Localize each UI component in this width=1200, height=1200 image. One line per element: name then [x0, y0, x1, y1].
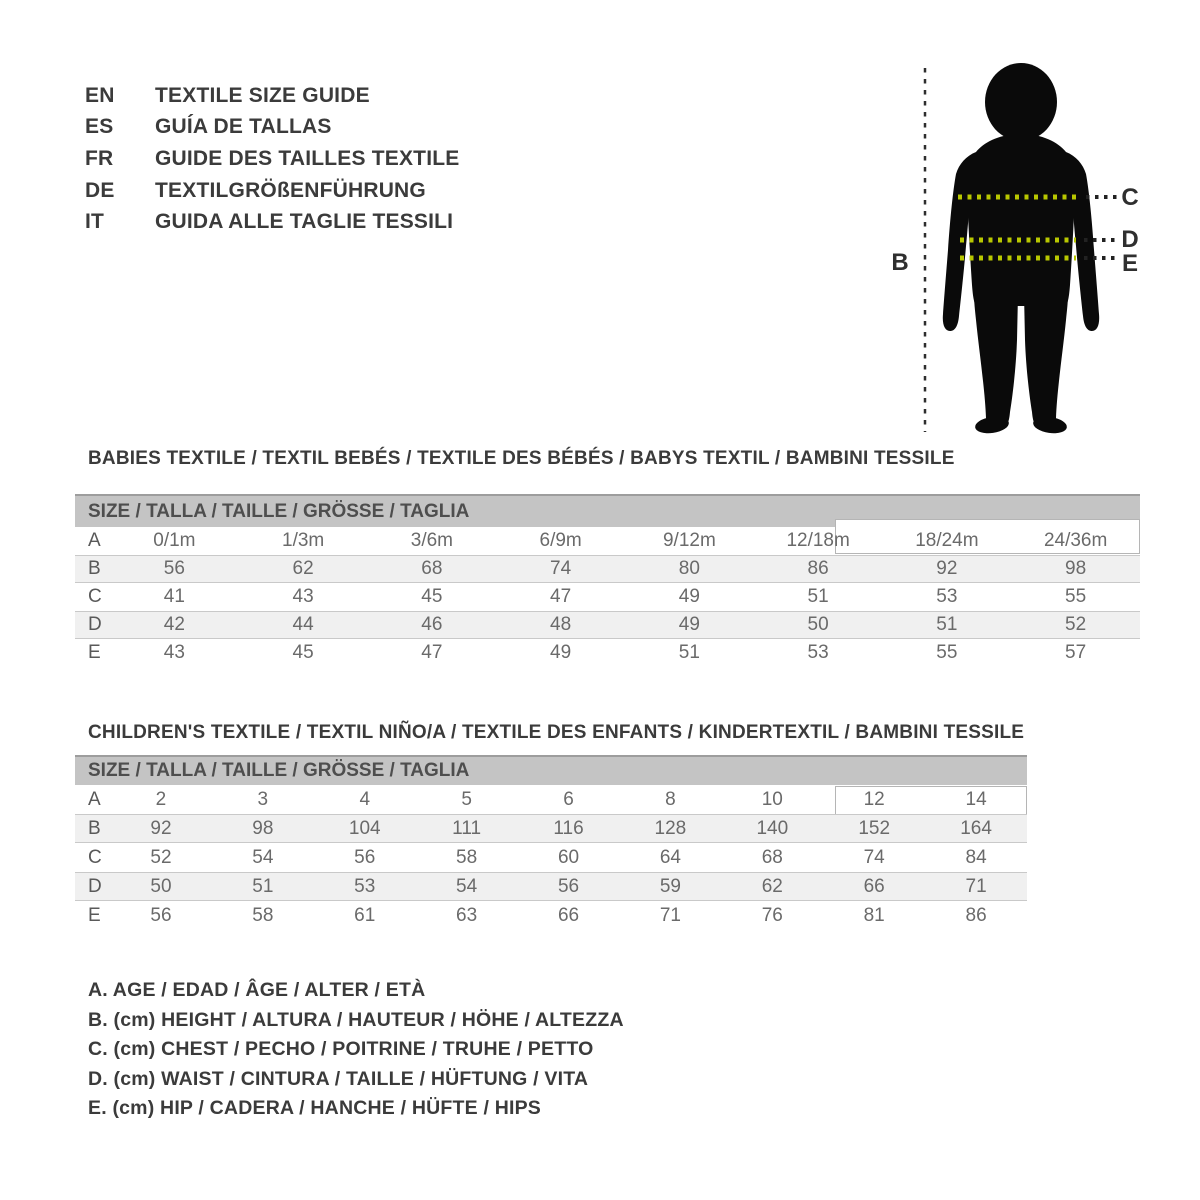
size-cell: 56	[557, 875, 580, 897]
label-height-b: B	[891, 249, 909, 276]
size-cell: 51	[678, 642, 700, 663]
size-cell: 74	[863, 846, 885, 868]
lang-row-de	[85, 175, 459, 207]
size-cell: 43	[292, 586, 314, 607]
size-cell: 66	[557, 904, 580, 926]
babies-row-D	[75, 611, 1140, 639]
size-cell: 0/1m	[153, 530, 196, 551]
size-cell: 104	[348, 817, 381, 839]
size-cell: 1/3m	[282, 530, 325, 551]
label-chest-c: C	[1121, 184, 1139, 211]
children-row-B	[75, 814, 1027, 843]
size-cell: 98	[252, 817, 274, 839]
measurement-legend	[88, 976, 624, 1124]
size-cell: 43	[163, 642, 185, 663]
lang-title: GUÍA DE TALLAS	[155, 115, 332, 139]
size-cell: 44	[292, 614, 314, 635]
size-cell: 59	[659, 875, 681, 897]
legend-age: A. AGE / EDAD / ÂGE / ALTER / ETÀ	[88, 979, 426, 1001]
size-cell: 10	[761, 788, 783, 810]
size-cell: 64	[659, 846, 681, 868]
size-cell: 58	[252, 904, 274, 926]
babies-row-B	[75, 555, 1140, 583]
size-cell: 47	[421, 642, 443, 663]
size-cell: 18/24m	[915, 530, 979, 551]
size-cell: 76	[761, 904, 783, 926]
size-cell: 42	[163, 614, 185, 635]
size-cell: 71	[965, 875, 987, 897]
row-label: B	[88, 558, 101, 579]
label-waist-d: D	[1121, 226, 1139, 253]
size-cell: 92	[936, 558, 958, 579]
lang-code: DE	[85, 178, 115, 202]
row-label: C	[88, 586, 102, 607]
size-cell: 58	[456, 846, 478, 868]
children-row-C	[75, 843, 1027, 872]
babies-row-A	[75, 527, 1140, 555]
row-label: A	[88, 788, 101, 810]
size-cell: 111	[452, 817, 482, 839]
size-cell: 68	[761, 846, 783, 868]
size-cell: 98	[1065, 558, 1087, 579]
row-label: D	[88, 875, 102, 897]
size-cell: 45	[292, 642, 314, 663]
size-cell: 6	[563, 788, 574, 810]
size-cell: 80	[678, 558, 700, 579]
size-cell: 81	[863, 904, 885, 926]
children-table-header: SIZE / TALLA / TAILLE / GRÖSSE / TAGLIA	[75, 755, 1027, 785]
babies-table-rows	[75, 527, 1140, 667]
size-cell: 51	[252, 875, 274, 897]
size-cell: 51	[807, 586, 829, 607]
size-cell: 61	[354, 904, 376, 926]
size-cell: 86	[807, 558, 829, 579]
size-cell: 62	[292, 558, 314, 579]
children-row-D	[75, 872, 1027, 901]
size-cell: 41	[163, 586, 185, 607]
size-cell: 56	[354, 846, 376, 868]
size-cell: 49	[678, 614, 700, 635]
size-cell: 50	[150, 875, 172, 897]
lang-title: TEXTILE SIZE GUIDE	[155, 83, 370, 107]
size-cell: 60	[557, 846, 580, 868]
size-cell: 86	[965, 904, 987, 926]
size-cell: 52	[150, 846, 172, 868]
babies-size-table	[75, 494, 1140, 667]
babies-table-header: SIZE / TALLA / TAILLE / GRÖSSE / TAGLIA	[75, 494, 1140, 527]
size-cell: 54	[252, 846, 274, 868]
children-row-A	[75, 785, 1027, 814]
children-size-table	[75, 755, 1027, 930]
size-cell: 68	[421, 558, 443, 579]
size-cell: 128	[654, 817, 687, 839]
size-cell: 12/18m	[786, 530, 850, 551]
size-cell: 14	[965, 788, 987, 810]
size-cell: 49	[678, 586, 700, 607]
children-row-E	[75, 901, 1027, 930]
row-label: E	[88, 642, 101, 663]
child-measurement-diagram	[860, 50, 1160, 440]
row-label: D	[88, 614, 102, 635]
size-cell: 53	[354, 875, 376, 897]
size-cell: 48	[550, 614, 572, 635]
size-cell: 116	[553, 817, 584, 839]
size-cell: 51	[936, 614, 958, 635]
language-title-list	[85, 80, 459, 238]
lang-title: GUIDE DES TAILLES TEXTILE	[155, 146, 460, 170]
legend-waist: D. (cm) WAIST / CINTURA / TAILLE / HÜFTUNG / VITA	[88, 1067, 589, 1090]
lang-code: IT	[85, 210, 105, 234]
size-cell: 5	[461, 788, 472, 810]
size-cell: 24/36m	[1043, 530, 1108, 551]
size-cell: 9/12m	[662, 530, 716, 551]
size-cell: 4	[359, 788, 371, 810]
row-label: A	[88, 530, 101, 551]
legend-chest: C. (cm) CHEST / PECHO / POITRINE / TRUHE / PETTO	[88, 1038, 594, 1060]
legend-hip: E. (cm) HIP / CADERA / HANCHE / HÜFTE / HIPS	[88, 1097, 542, 1119]
size-cell: 47	[550, 586, 572, 607]
lang-row-es	[85, 112, 459, 144]
size-cell: 56	[150, 904, 172, 926]
size-cell: 63	[456, 904, 478, 926]
children-section-title: CHILDREN'S TEXTILE / TEXTIL NIÑO/A / TEXTILE DES ENFANTS / KINDERTEXTIL / BAMBINI TESSILE	[88, 722, 1025, 743]
babies-row-E	[75, 639, 1140, 667]
size-cell: 49	[550, 642, 572, 663]
lang-title: TEXTILGRÖßENFÜHRUNG	[155, 178, 426, 202]
size-cell: 57	[1065, 642, 1087, 663]
child-silhouette-svg	[860, 50, 1160, 440]
row-label: E	[88, 904, 101, 926]
size-cell: 3/6m	[410, 530, 453, 551]
lang-row-it	[85, 206, 459, 238]
lang-code: EN	[85, 83, 115, 107]
children-table-rows	[75, 785, 1027, 930]
size-cell: 74	[550, 558, 572, 579]
child-silhouette	[943, 63, 1099, 435]
babies-row-C	[75, 583, 1140, 611]
lang-code: ES	[85, 115, 114, 139]
size-cell: 46	[421, 614, 443, 635]
size-cell: 12	[863, 788, 885, 810]
size-cell: 2	[155, 788, 167, 810]
size-cell: 6/9m	[539, 530, 582, 551]
lang-row-fr	[85, 143, 459, 175]
babies-section-title: BABIES TEXTILE / TEXTIL BEBÉS / TEXTILE DES BÉBÉS / BABYS TEXTIL / BAMBINI TESSILE	[88, 448, 955, 469]
size-cell: 84	[965, 846, 987, 868]
size-cell: 92	[150, 817, 172, 839]
size-cell: 140	[756, 817, 789, 839]
size-cell: 53	[936, 586, 958, 607]
legend-height: B. (cm) HEIGHT / ALTURA / HAUTEUR / HÖHE / ALTEZZA	[88, 1008, 624, 1031]
size-cell: 52	[1065, 614, 1087, 635]
lang-title: GUIDA ALLE TAGLIE TESSILI	[155, 210, 454, 234]
size-cell: 71	[659, 904, 681, 926]
size-cell: 66	[863, 875, 885, 897]
row-label: B	[88, 817, 101, 839]
size-cell: 45	[421, 586, 443, 607]
size-cell: 62	[761, 875, 783, 897]
size-cell: 152	[858, 817, 891, 839]
size-cell: 53	[807, 642, 829, 663]
lang-code: FR	[85, 146, 114, 170]
row-label: C	[88, 846, 102, 868]
lang-row-en	[85, 80, 459, 112]
size-cell: 3	[257, 788, 269, 810]
label-hip-e: E	[1121, 250, 1139, 277]
size-cell: 54	[456, 875, 478, 897]
size-cell: 55	[1065, 586, 1087, 607]
size-cell: 8	[665, 788, 676, 810]
size-cell: 55	[936, 642, 958, 663]
size-cell: 164	[960, 817, 992, 839]
size-cell: 56	[163, 558, 185, 579]
size-cell: 50	[807, 614, 829, 635]
